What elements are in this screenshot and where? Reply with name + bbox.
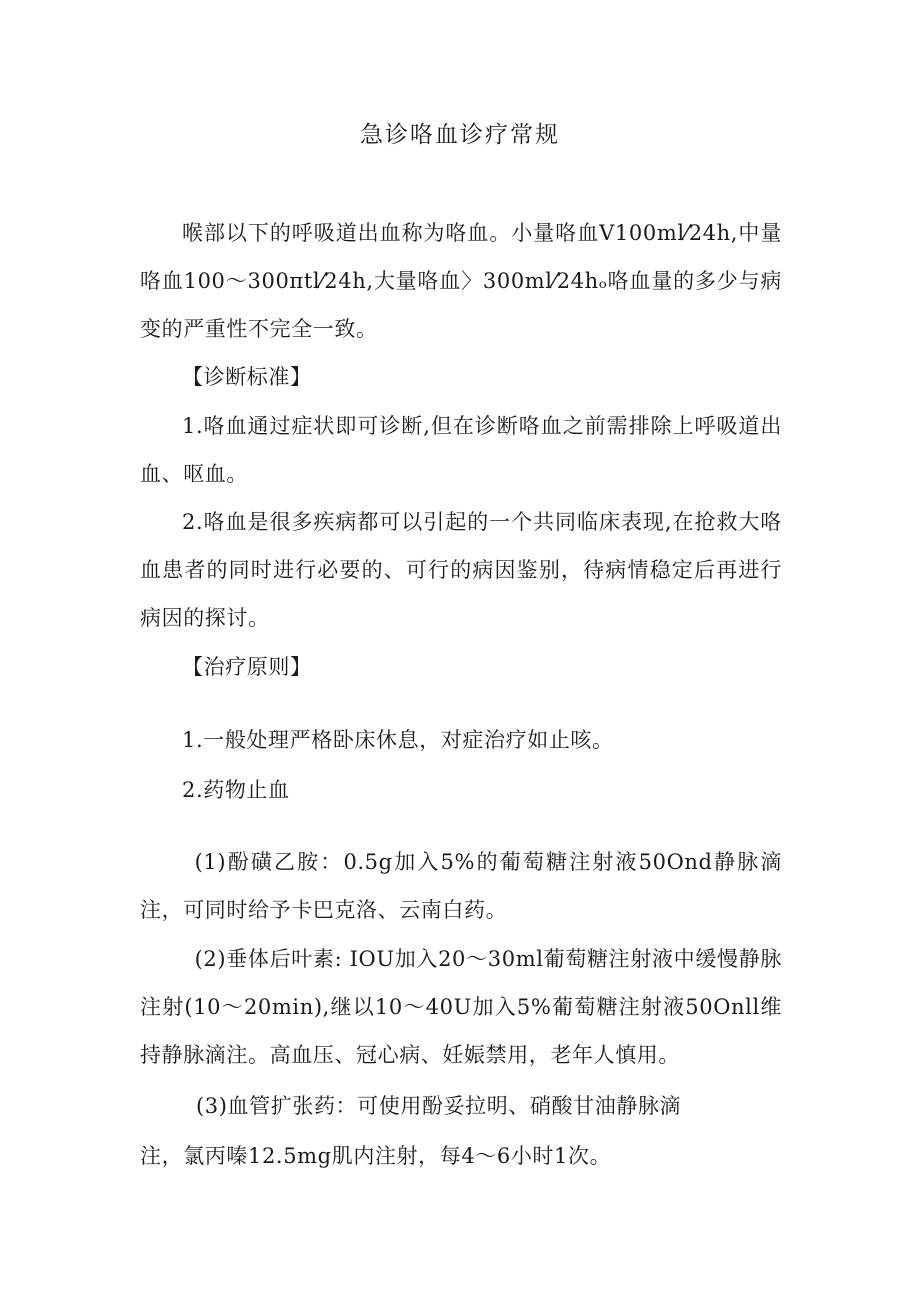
drug-item-3-line-2: 注，氯丙嗪12.5mg肌内注射，每4～6小时1次。 <box>140 1144 612 1168</box>
intro-paragraph: 喉部以下的呼吸道出血称为咯血。小量咯血V100ml⁄24h,中量咯血100～300πtl⁄24h,大量咯血〉300ml⁄24hₒ咯血量的多少与病变的严重性不完全一致。 <box>140 221 782 341</box>
diagnosis-heading: 【诊断标准】 <box>182 365 312 389</box>
treatment-heading: 【治疗原则】 <box>182 655 312 679</box>
diagnosis-item-1: 1.咯血通过症状即可诊断,但在诊断咯血之前需排除上呼吸道出血、呕血。 <box>140 414 782 486</box>
drug-item-3-line-1: (3)血管扩张药：可使用酚妥拉明、硝酸甘油静脉滴 <box>196 1094 682 1118</box>
treatment-item-1: 1.一般处理严格卧床休息，对症治疗如止咳。 <box>182 728 614 752</box>
treatment-item-2: 2.药物止血 <box>182 778 290 802</box>
drug-item-2: (2)垂体后叶素: IOU加入20～30ml葡萄糖注射液中缓慢静脉注射(10～20min),继以10～40U加入5%葡萄糖注射液50Onll维持静脉滴注。高血压、冠心病、妊娠禁用，老年人慎用。 <box>140 947 782 1067</box>
document-title: 急诊咯血诊疗常规 <box>360 122 560 148</box>
drug-item-1: (1)酚磺乙胺：0.5g加入5%的葡萄糖注射液50Ond静脉滴注，可同时给予卡巴克洛、云南白药。 <box>140 850 782 922</box>
diagnosis-item-2: 2.咯血是很多疾病都可以引起的一个共同临床表现,在抢救大咯血患者的同时进行必要的、可行的病因鉴别，待病情稳定后再进行病因的探讨。 <box>140 510 782 630</box>
